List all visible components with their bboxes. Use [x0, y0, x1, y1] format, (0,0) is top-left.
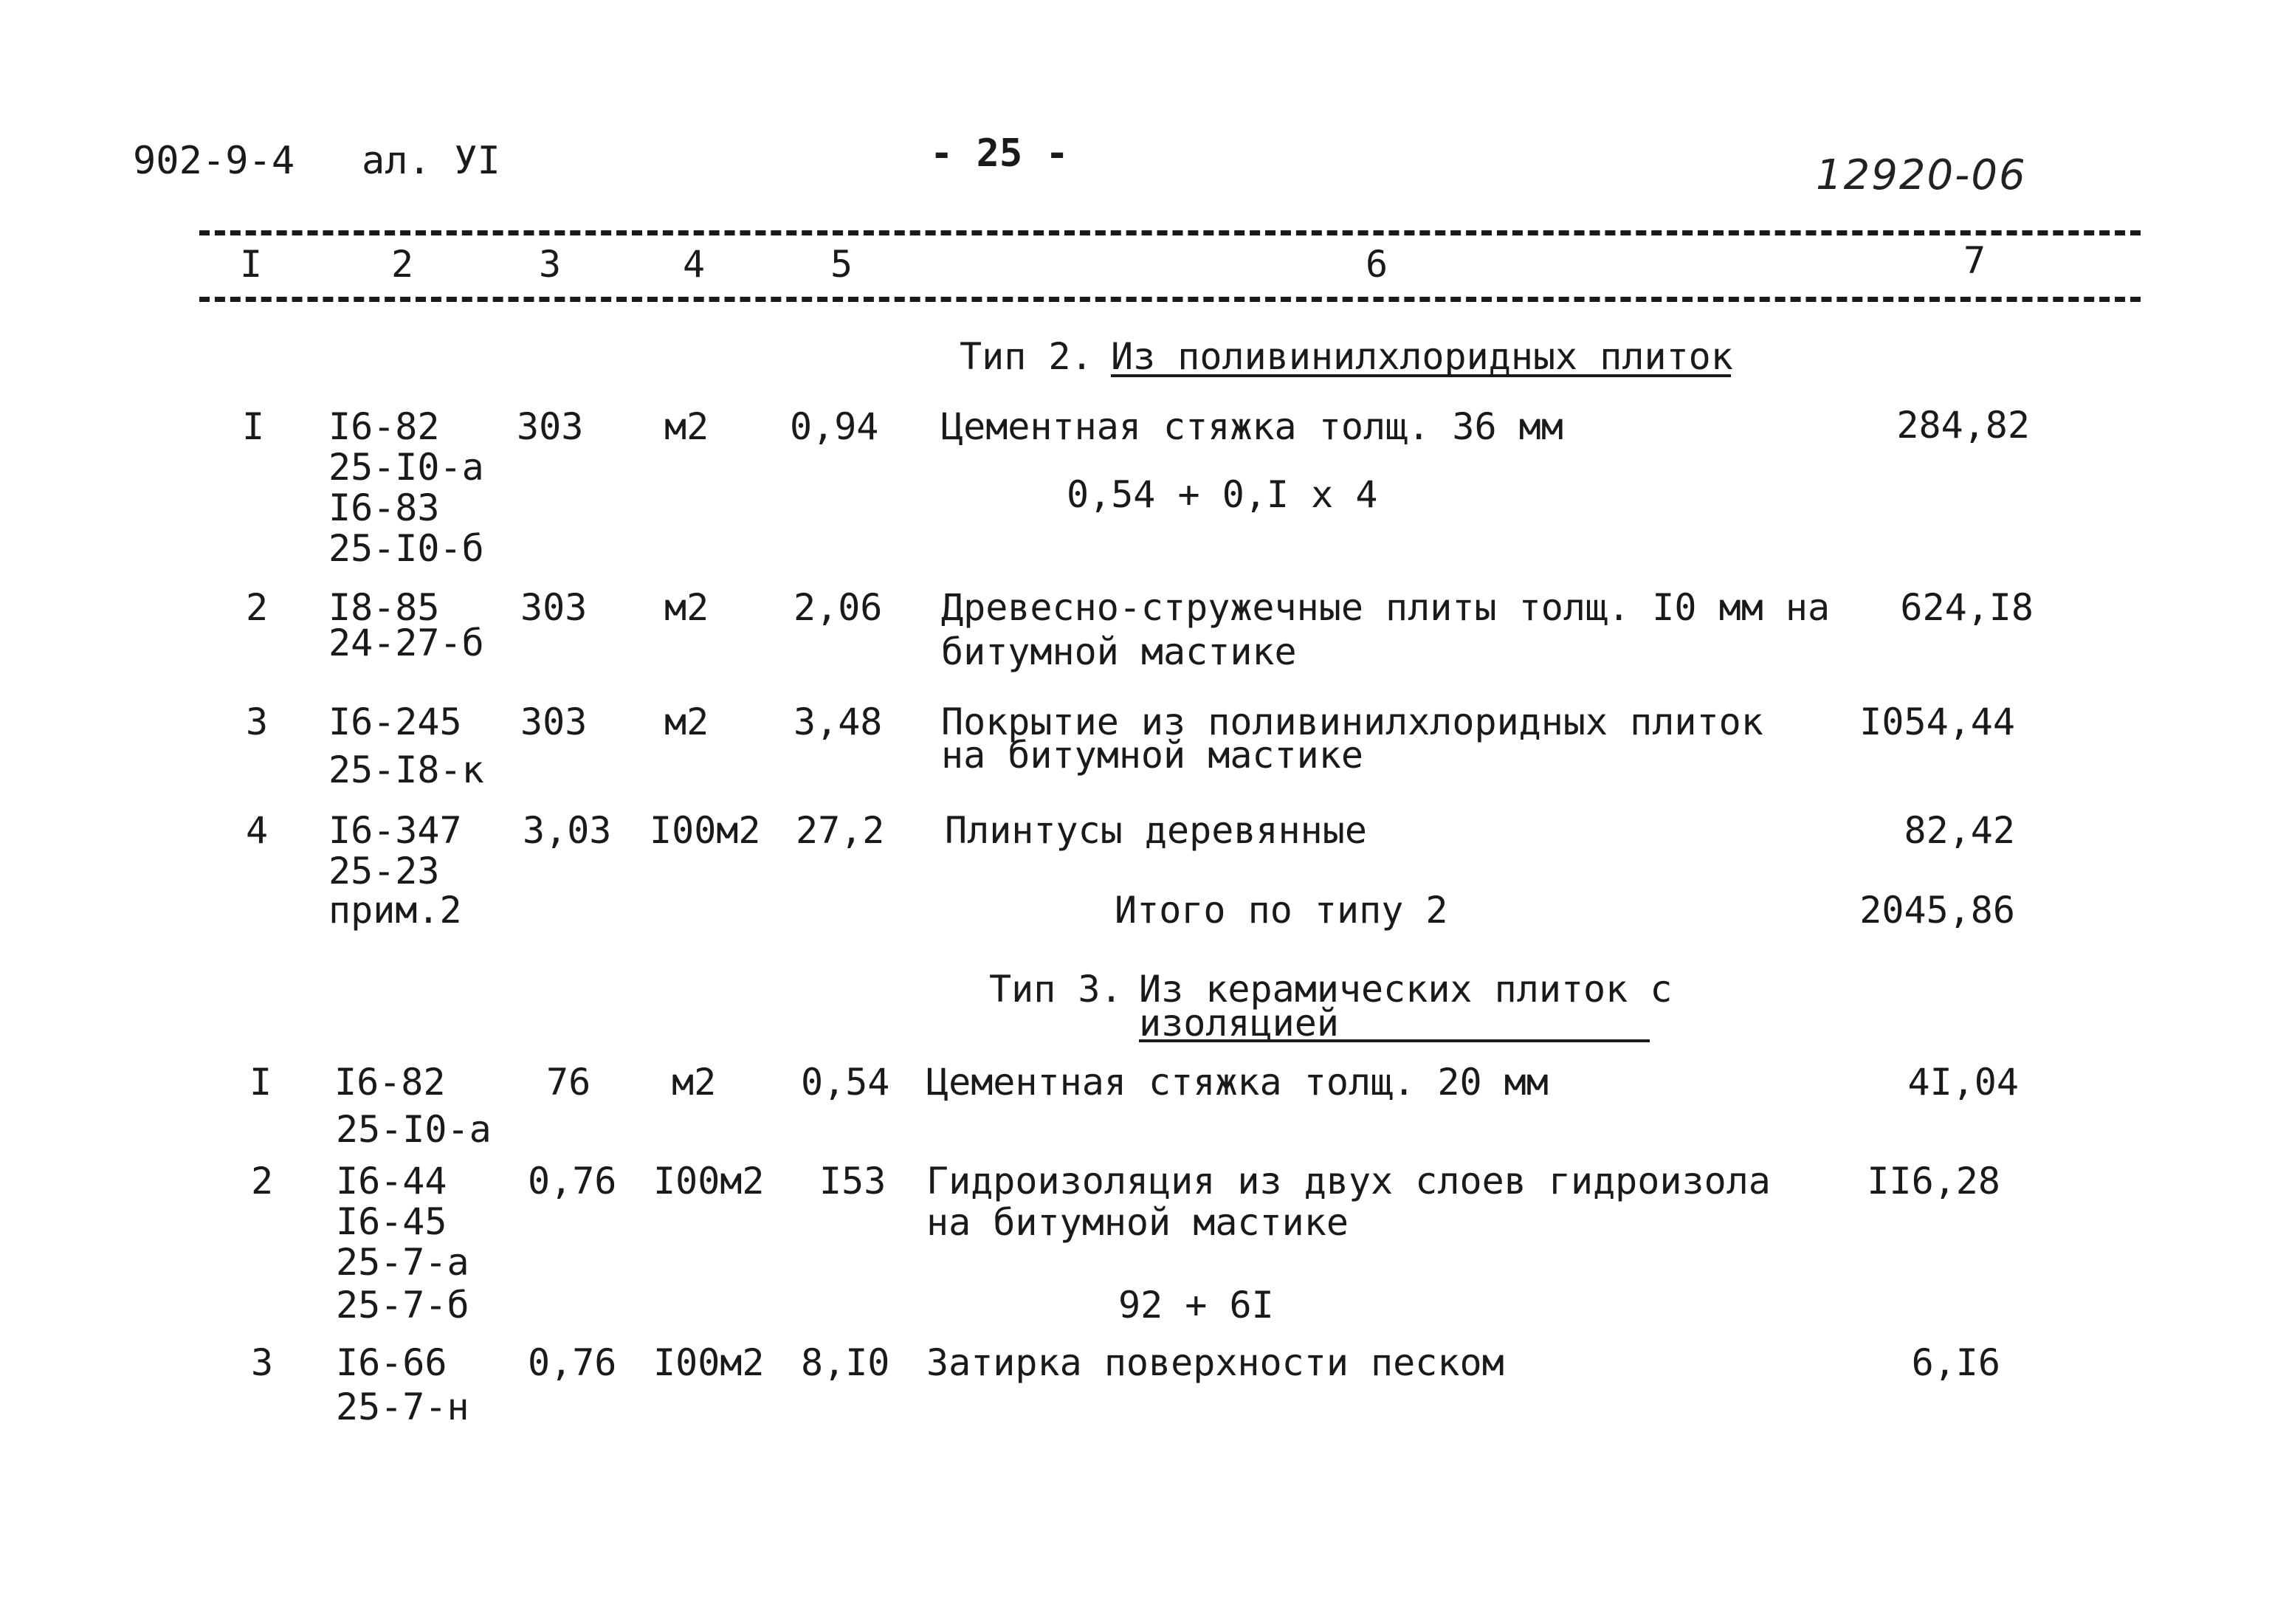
description-line: Плинтусы деревянные	[945, 809, 1367, 852]
rate-cell: 8,I0	[801, 1341, 890, 1384]
total-cell: II6,28	[1867, 1160, 2000, 1202]
description-line: Покрытие из поливинилхлоридных плиток	[941, 701, 1763, 743]
page-number: - 25 -	[930, 131, 1069, 176]
norm-code: прим.2	[328, 889, 462, 932]
header-top-rule	[199, 230, 2141, 235]
document-code: 902-9-4	[133, 139, 295, 183]
row-number: 2	[246, 586, 269, 629]
quantity-cell: 3,03	[523, 809, 612, 852]
subtotal-label: Итого по типу 2	[1115, 889, 1448, 932]
unit-cell: м2	[664, 701, 709, 743]
archive-stamp-number: 12920-06	[1816, 151, 2027, 199]
section-title-prefix: Тип 2.	[960, 335, 1093, 378]
unit-cell: I00м2	[650, 809, 761, 852]
column-header-5: 5	[830, 243, 853, 286]
unit-cell: м2	[664, 405, 709, 448]
quantity-cell: 0,76	[528, 1160, 617, 1202]
total-cell: 6,I6	[1911, 1341, 2000, 1384]
description-line: Цементная стяжка толщ. 36 мм	[941, 405, 1563, 448]
norm-code: I6-66	[336, 1341, 447, 1384]
total-cell: 624,I8	[1900, 586, 2034, 629]
norm-code: I6-45	[336, 1200, 447, 1243]
row-number: I	[242, 405, 265, 448]
norm-code: 24-27-б	[328, 622, 484, 664]
norm-code: 25-I8-к	[328, 749, 484, 791]
description-line: Древесно-стружечные плиты толщ. I0 мм на	[941, 586, 1831, 629]
norm-code: I6-44	[336, 1160, 447, 1202]
rate-cell: 0,94	[790, 405, 879, 448]
unit-cell: I00м2	[653, 1160, 765, 1202]
description-line: Затирка поверхности песком	[926, 1341, 1504, 1384]
row-number: I	[249, 1061, 272, 1104]
rate-cell: 2,06	[793, 586, 883, 629]
column-header-7: 7	[1963, 239, 1986, 282]
norm-code: 25-I0-а	[336, 1108, 492, 1151]
rate-cell: 27,2	[796, 809, 885, 852]
description-line: на битумной мастике	[941, 734, 1363, 777]
section-title: Из поливинилхлоридных плиток	[1111, 335, 1733, 378]
row-number: 3	[246, 701, 269, 743]
norm-code: 25-I0-а	[328, 446, 484, 489]
section-title: изоляцией	[1139, 1002, 1339, 1045]
total-cell: 82,42	[1904, 809, 2015, 852]
subtotal-value: 2045,86	[1859, 889, 2015, 932]
description-line: на битумной мастике	[926, 1201, 1349, 1244]
album-label: ал. УI	[362, 139, 500, 183]
quantity-cell: 303	[517, 405, 584, 448]
section-title-underline	[1139, 1039, 1650, 1042]
header-bottom-rule	[199, 297, 2141, 302]
calculation-formula: 0,54 + 0,I x 4	[1067, 473, 1378, 516]
total-cell: 284,82	[1896, 404, 2030, 447]
description-line: Цементная стяжка толщ. 20 мм	[926, 1061, 1549, 1104]
column-header-2: 2	[390, 243, 414, 286]
total-cell: I054,44	[1859, 701, 2015, 743]
norm-code: 25-7-а	[336, 1241, 469, 1284]
quantity-cell: 303	[520, 586, 588, 629]
description-line: Гидроизоляция из двух слоев гидроизола	[926, 1160, 1771, 1202]
norm-code: 25-I0-б	[328, 527, 484, 570]
quantity-cell: 303	[520, 701, 588, 743]
section-title: Из керамических плиток с	[1139, 968, 1673, 1011]
description-line: битумной мастике	[941, 630, 1297, 673]
row-number: 4	[246, 809, 269, 852]
section-title-prefix: Тип 3.	[989, 968, 1123, 1011]
section-title-underline	[1111, 374, 1731, 377]
row-number: 2	[251, 1160, 274, 1202]
total-cell: 4I,04	[1907, 1061, 2019, 1104]
rate-cell: 3,48	[793, 701, 883, 743]
calculation-formula: 92 + 6I	[1118, 1284, 1274, 1327]
unit-cell: м2	[672, 1061, 717, 1104]
quantity-cell: 76	[546, 1061, 591, 1104]
rate-cell: I53	[819, 1160, 886, 1202]
norm-code: I6-245	[328, 701, 462, 743]
unit-cell: I00м2	[653, 1341, 765, 1384]
norm-code: I6-82	[328, 405, 440, 448]
norm-code: 25-7-н	[336, 1386, 469, 1428]
rate-cell: 0,54	[801, 1061, 890, 1104]
column-header-1: I	[239, 243, 263, 286]
row-number: 3	[251, 1341, 274, 1384]
column-header-6: 6	[1365, 243, 1388, 286]
unit-cell: м2	[664, 586, 709, 629]
column-header-3: 3	[538, 243, 562, 286]
norm-code: 25-23	[328, 850, 440, 892]
norm-code: I6-347	[328, 809, 462, 852]
norm-code: I6-83	[328, 486, 440, 529]
norm-code: I6-82	[334, 1061, 446, 1104]
norm-code: I8-85	[328, 586, 440, 629]
quantity-cell: 0,76	[528, 1341, 617, 1384]
column-header-4: 4	[682, 243, 706, 286]
norm-code: 25-7-б	[336, 1284, 469, 1327]
